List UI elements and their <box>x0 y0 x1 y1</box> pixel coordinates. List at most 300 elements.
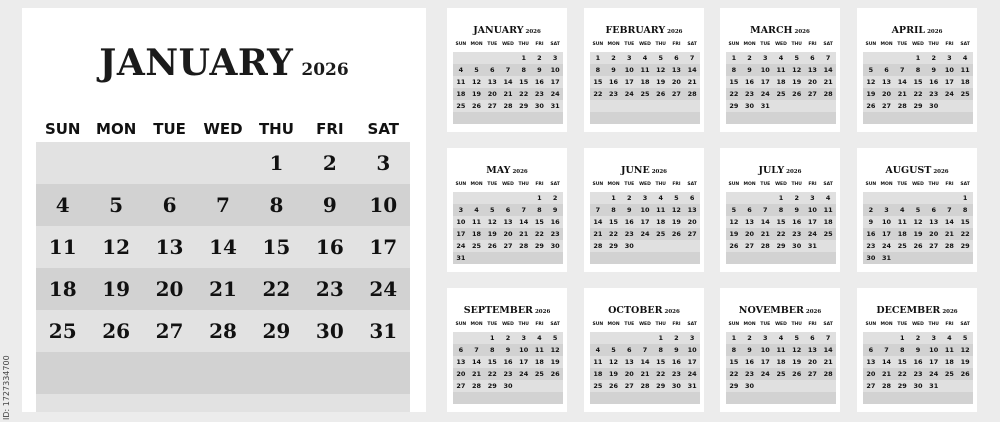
day-cell: 8 <box>915 66 921 74</box>
day-cell: 26 <box>792 370 802 378</box>
day-cell: 21 <box>760 230 770 238</box>
day-cell: 31 <box>550 102 560 110</box>
weekday-label: SUN <box>728 322 740 327</box>
week-row <box>453 392 563 404</box>
day-cell: 4 <box>900 206 905 214</box>
day-cell: 16 <box>745 358 755 366</box>
day-cell: 12 <box>656 66 666 74</box>
month-title <box>584 158 704 177</box>
day-cell: 27 <box>671 90 681 98</box>
day-cell: 12 <box>102 235 131 259</box>
day-cell: 3 <box>458 206 464 214</box>
day-cell: 15 <box>593 78 603 86</box>
day-cell: 9 <box>537 66 542 74</box>
week-row <box>453 332 563 344</box>
day-cell: 9 <box>915 346 921 354</box>
day-cell: 5 <box>868 66 874 74</box>
day-cell: 23 <box>745 90 755 98</box>
month-card <box>857 148 977 272</box>
day-cell: 6 <box>884 66 889 74</box>
day-cell: 13 <box>882 78 892 86</box>
day-cell: 30 <box>929 102 939 110</box>
day-cell: 13 <box>503 218 513 226</box>
day-cell: 18 <box>640 78 650 86</box>
day-cell: 31 <box>929 382 939 390</box>
day-cell: 19 <box>609 370 619 378</box>
day-cell: 16 <box>671 358 681 366</box>
day-cell: 6 <box>689 194 695 202</box>
weekday-label: THU <box>928 182 939 187</box>
day-cell: 29 <box>960 242 970 250</box>
week-row <box>36 184 410 226</box>
day-cell: 12 <box>866 78 876 86</box>
day-cell: 4 <box>658 194 663 202</box>
month-title <box>720 298 840 317</box>
day-cell: 17 <box>640 218 650 226</box>
day-cell: 8 <box>595 66 601 74</box>
weekday-label: THU <box>655 42 666 47</box>
day-cell: 27 <box>624 382 634 390</box>
month-card <box>447 288 567 412</box>
weekday-label: FRI <box>808 322 817 327</box>
week-row <box>863 240 973 252</box>
day-cell: 9 <box>505 346 511 354</box>
weekday-label: SUN <box>592 42 604 47</box>
month-year: 2026 <box>786 169 802 175</box>
weekday-header <box>863 42 973 47</box>
month-card <box>720 288 840 412</box>
day-cell: 1 <box>269 151 284 175</box>
day-cell: 2 <box>931 54 936 62</box>
weekday-header <box>726 322 836 327</box>
day-cell: 2 <box>627 194 632 202</box>
day-cell: 4 <box>474 206 479 214</box>
day-grid <box>590 332 700 404</box>
day-cell: 23 <box>792 230 802 238</box>
day-cell: 25 <box>656 230 666 238</box>
day-cell: 26 <box>866 102 876 110</box>
day-cell: 18 <box>897 230 907 238</box>
weekday-label: FRI <box>535 42 544 47</box>
day-cell: 19 <box>472 90 482 98</box>
day-cell: 12 <box>913 218 923 226</box>
week-row <box>590 332 700 344</box>
day-cell: 10 <box>929 346 939 354</box>
week-row <box>726 88 836 100</box>
weekday-header <box>453 42 563 47</box>
day-cell: 29 <box>609 242 619 250</box>
day-cell: 14 <box>823 346 833 354</box>
day-cell: 19 <box>866 90 876 98</box>
day-cell: 30 <box>866 254 876 262</box>
day-cell: 26 <box>487 242 497 250</box>
day-cell: 18 <box>534 358 544 366</box>
day-cell: 13 <box>456 358 466 366</box>
month-title <box>857 158 977 177</box>
month-title <box>447 18 567 37</box>
weekday-label: THU <box>518 42 529 47</box>
day-cell: 13 <box>671 66 681 74</box>
weekday-header <box>726 182 836 187</box>
day-cell: 27 <box>745 242 755 250</box>
weekday-header <box>590 42 700 47</box>
featured-month-name: JANUARY <box>99 42 294 84</box>
weekday-label: THU <box>791 182 802 187</box>
week-row <box>726 204 836 216</box>
month-name: APRIL <box>891 25 926 36</box>
day-cell: 7 <box>884 346 889 354</box>
day-cell: 17 <box>807 218 817 226</box>
day-cell: 22 <box>609 230 619 238</box>
week-row <box>453 76 563 88</box>
day-cell: 22 <box>729 370 739 378</box>
day-cell: 7 <box>763 206 768 214</box>
day-cell: 27 <box>882 102 892 110</box>
day-cell: 6 <box>810 54 815 62</box>
day-cell: 1 <box>521 54 526 62</box>
day-cell: 4 <box>962 54 968 62</box>
week-row <box>726 240 836 252</box>
month-year: 2026 <box>942 309 958 315</box>
weekday-label: TUE <box>897 322 908 327</box>
day-cell: 30 <box>745 102 755 110</box>
day-cell: 28 <box>472 382 482 390</box>
day-cell: 15 <box>656 358 666 366</box>
day-cell: 8 <box>611 206 616 214</box>
weekday-label: SUN <box>44 120 81 138</box>
day-cell: 4 <box>642 54 648 62</box>
week-row <box>726 228 836 240</box>
day-cell: 23 <box>503 370 513 378</box>
day-cell: 10 <box>944 66 954 74</box>
day-cell: 25 <box>776 370 786 378</box>
day-cell: 24 <box>687 370 697 378</box>
day-cell: 16 <box>624 218 634 226</box>
day-cell: 4 <box>537 334 542 342</box>
day-cell: 18 <box>656 218 666 226</box>
day-cell: 8 <box>658 346 663 354</box>
featured-weekday-header <box>36 120 410 138</box>
day-cell: 31 <box>456 254 466 262</box>
weekday-label: THU <box>791 322 802 327</box>
week-row <box>863 356 973 368</box>
day-cell: 1 <box>778 194 784 202</box>
day-cell: 5 <box>674 194 679 202</box>
month-card <box>857 8 977 132</box>
week-row <box>590 204 700 216</box>
day-cell: 13 <box>929 218 939 226</box>
day-cell: 2 <box>611 54 616 62</box>
month-name: MARCH <box>750 25 793 36</box>
day-cell: 7 <box>505 66 511 74</box>
month-year: 2026 <box>651 169 668 175</box>
day-cell: 5 <box>490 206 495 214</box>
day-cell: 17 <box>687 358 697 366</box>
day-cell: 20 <box>155 277 184 301</box>
week-row <box>863 368 973 380</box>
week-row <box>726 112 836 124</box>
weekday-label: MON <box>607 182 620 187</box>
day-cell: 12 <box>487 218 497 226</box>
day-cell: 15 <box>729 358 739 366</box>
day-cell: 13 <box>487 78 497 86</box>
weekday-label: MON <box>470 182 483 187</box>
day-cell: 16 <box>913 358 923 366</box>
weekday-label: SUN <box>865 322 877 327</box>
day-cell: 19 <box>792 358 802 366</box>
featured-year: 2026 <box>301 60 349 80</box>
week-row <box>863 64 973 76</box>
day-cell: 2 <box>915 334 921 342</box>
day-cell: 3 <box>521 334 526 342</box>
week-row <box>590 112 700 124</box>
week-row <box>590 392 700 404</box>
day-cell: 22 <box>593 90 603 98</box>
week-row <box>36 352 410 394</box>
day-cell: 1 <box>731 334 737 342</box>
day-cell: 27 <box>456 382 466 390</box>
day-cell: 26 <box>792 90 802 98</box>
day-cell: 27 <box>155 319 184 343</box>
day-cell: 8 <box>731 346 737 354</box>
weekday-label: SAT <box>687 42 697 47</box>
day-cell: 19 <box>671 218 681 226</box>
day-cell: 10 <box>882 218 892 226</box>
week-row <box>863 112 973 124</box>
week-row <box>863 216 973 228</box>
day-cell: 16 <box>550 218 560 226</box>
week-row <box>453 228 563 240</box>
day-cell: 4 <box>778 54 784 62</box>
month-card <box>720 148 840 272</box>
week-row <box>453 240 563 252</box>
day-cell: 6 <box>747 206 752 214</box>
day-cell: 4 <box>595 346 601 354</box>
weekday-header <box>590 182 700 187</box>
day-cell: 7 <box>947 206 952 214</box>
day-cell: 6 <box>505 206 511 214</box>
week-row <box>726 64 836 76</box>
weekday-label: MON <box>470 322 483 327</box>
day-cell: 31 <box>807 242 817 250</box>
day-cell: 25 <box>897 242 907 250</box>
day-cell: 24 <box>550 90 560 98</box>
day-cell: 26 <box>671 230 681 238</box>
weekday-label: MON <box>743 322 756 327</box>
weekday-header <box>453 322 563 327</box>
week-row <box>590 76 700 88</box>
day-cell: 16 <box>609 78 619 86</box>
weekday-label: WED <box>912 182 924 187</box>
weekday-label: SUN <box>592 322 604 327</box>
weekday-label: SUN <box>455 42 467 47</box>
week-row <box>726 252 836 264</box>
day-cell: 26 <box>913 242 923 250</box>
day-cell: 5 <box>658 54 663 62</box>
day-cell: 1 <box>611 194 616 202</box>
day-cell: 10 <box>760 66 770 74</box>
day-cell: 23 <box>315 277 344 301</box>
day-cell: 10 <box>640 206 650 214</box>
day-cell: 14 <box>503 78 513 86</box>
month-title <box>584 298 704 317</box>
day-cell: 10 <box>624 66 634 74</box>
day-cell: 18 <box>960 78 970 86</box>
day-cell: 29 <box>262 319 291 343</box>
day-cell: 6 <box>490 66 495 74</box>
weekday-header <box>453 182 563 187</box>
month-name: MAY <box>486 165 511 176</box>
day-cell: 28 <box>209 319 237 343</box>
weekday-label: WED <box>775 182 787 187</box>
stock-id-label: ID: 1727334700 <box>2 355 11 420</box>
weekday-label: SUN <box>865 182 877 187</box>
day-cell: 2 <box>868 206 874 214</box>
day-cell: 21 <box>472 370 482 378</box>
day-cell: 15 <box>609 218 619 226</box>
day-cell: 25 <box>48 319 77 343</box>
month-title <box>857 18 977 37</box>
weekday-label: THU <box>655 322 666 327</box>
month-name: OCTOBER <box>608 305 663 316</box>
week-row <box>453 216 563 228</box>
weekday-label: WED <box>502 182 514 187</box>
day-cell: 3 <box>642 194 648 202</box>
day-cell: 20 <box>745 230 755 238</box>
week-row <box>726 192 836 204</box>
day-cell: 27 <box>807 370 817 378</box>
week-row <box>863 204 973 216</box>
day-cell: 1 <box>658 334 663 342</box>
day-cell: 2 <box>747 334 752 342</box>
week-row <box>453 368 563 380</box>
day-cell: 26 <box>102 319 131 343</box>
day-cell: 16 <box>503 358 513 366</box>
month-card <box>584 288 704 412</box>
weekday-label: TUE <box>624 322 635 327</box>
day-cell: 30 <box>534 102 544 110</box>
day-cell: 22 <box>262 277 291 301</box>
weekday-label: FRI <box>672 322 681 327</box>
week-row <box>590 368 700 380</box>
day-cell: 7 <box>642 346 648 354</box>
day-cell: 29 <box>776 242 786 250</box>
month-name: DECEMBER <box>876 305 941 316</box>
month-name: SEPTEMBER <box>463 305 533 316</box>
weekday-label: MON <box>880 182 893 187</box>
weekday-label: SAT <box>367 120 400 138</box>
day-cell: 23 <box>745 370 755 378</box>
day-cell: 28 <box>760 242 770 250</box>
day-cell: 11 <box>48 235 77 259</box>
weekday-label: SAT <box>550 322 560 327</box>
weekday-label: MON <box>743 182 756 187</box>
day-cell: 28 <box>897 102 907 110</box>
day-cell: 25 <box>456 102 466 110</box>
day-cell: 1 <box>490 334 495 342</box>
day-cell: 18 <box>593 370 603 378</box>
day-cell: 6 <box>627 346 632 354</box>
weekday-label: TUE <box>760 322 771 327</box>
weekday-label: FRI <box>945 42 954 47</box>
day-cell: 9 <box>931 66 936 74</box>
week-row <box>863 344 973 356</box>
week-row <box>590 100 700 112</box>
week-row <box>726 100 836 112</box>
day-cell: 15 <box>960 218 970 226</box>
weekday-label: SUN <box>865 42 877 47</box>
weekday-label: THU <box>928 42 939 47</box>
day-cell: 26 <box>960 370 970 378</box>
day-cell: 20 <box>487 90 497 98</box>
day-cell: 7 <box>521 206 526 214</box>
day-cell: 6 <box>810 334 815 342</box>
day-cell: 24 <box>882 242 892 250</box>
weekday-label: FRI <box>808 182 817 187</box>
day-cell: 19 <box>487 230 497 238</box>
day-cell: 18 <box>456 90 466 98</box>
day-cell: 4 <box>55 193 70 217</box>
day-cell: 15 <box>487 358 497 366</box>
week-row <box>590 356 700 368</box>
week-row <box>590 252 700 264</box>
weekday-label: TUE <box>153 120 186 138</box>
day-cell: 15 <box>262 235 291 259</box>
weekday-label: MON <box>743 42 756 47</box>
day-cell: 6 <box>931 206 936 214</box>
month-card <box>857 288 977 412</box>
day-cell: 15 <box>776 218 786 226</box>
day-cell: 7 <box>474 346 479 354</box>
day-cell: 31 <box>760 102 770 110</box>
day-cell: 14 <box>640 358 650 366</box>
day-cell: 18 <box>472 230 482 238</box>
weekday-label: TUE <box>897 182 908 187</box>
day-grid <box>453 192 563 264</box>
day-cell: 7 <box>689 54 695 62</box>
day-cell: 29 <box>897 382 907 390</box>
day-cell: 25 <box>534 370 544 378</box>
day-cell: 20 <box>687 218 697 226</box>
day-cell: 10 <box>519 346 529 354</box>
day-cell: 18 <box>48 277 77 301</box>
day-cell: 18 <box>823 218 833 226</box>
day-cell: 18 <box>776 78 786 86</box>
day-cell: 17 <box>760 358 770 366</box>
day-cell: 9 <box>794 206 799 214</box>
day-cell: 29 <box>519 102 529 110</box>
day-cell: 23 <box>913 370 923 378</box>
weekday-label: SUN <box>728 182 740 187</box>
weekday-label: SAT <box>823 42 833 47</box>
day-cell: 25 <box>776 90 786 98</box>
weekday-label: WED <box>639 322 651 327</box>
day-cell: 29 <box>913 102 923 110</box>
day-cell: 8 <box>900 346 905 354</box>
weekday-header <box>590 322 700 327</box>
day-cell: 10 <box>760 346 770 354</box>
weekday-label: WED <box>639 42 651 47</box>
weekday-label: WED <box>502 42 514 47</box>
month-year: 2026 <box>667 29 683 35</box>
week-row <box>863 100 973 112</box>
day-cell: 6 <box>162 193 177 217</box>
day-cell: 29 <box>534 242 544 250</box>
day-cell: 1 <box>915 54 921 62</box>
weekday-label: TUE <box>487 322 498 327</box>
day-cell: 3 <box>552 54 558 62</box>
day-cell: 4 <box>947 334 952 342</box>
